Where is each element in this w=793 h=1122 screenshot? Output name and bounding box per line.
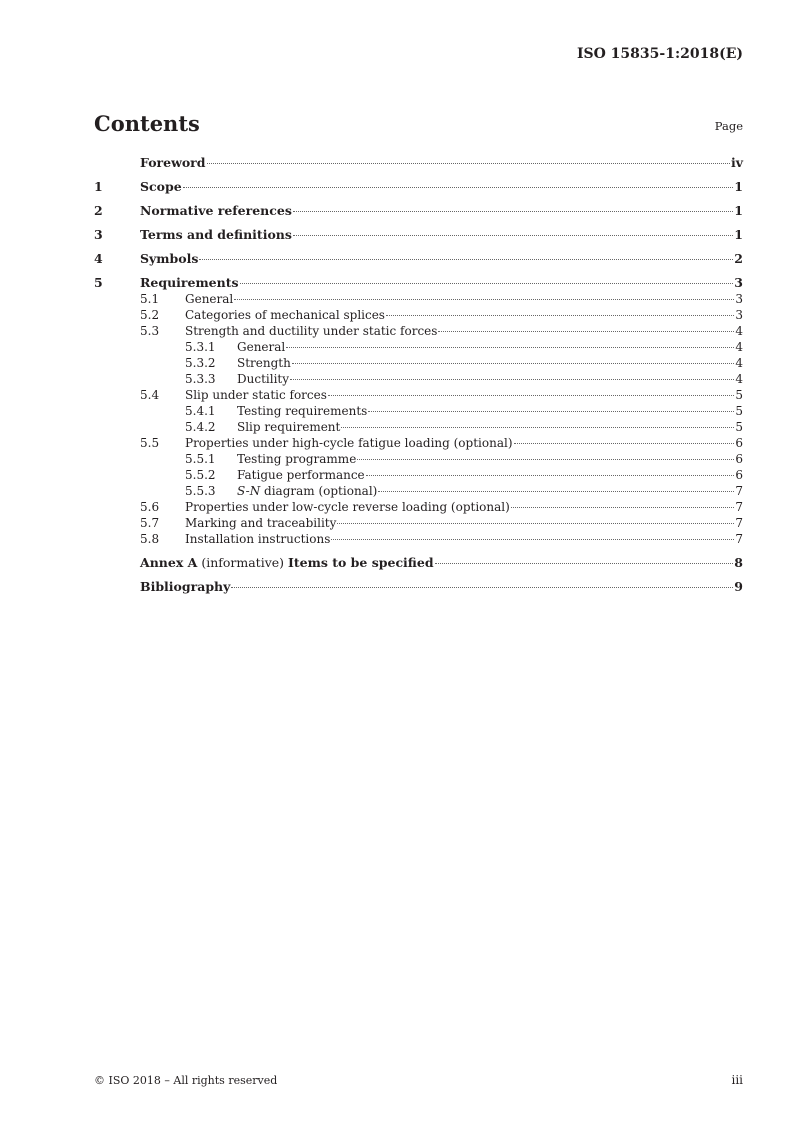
toc-entry-title-text: Foreword xyxy=(140,155,206,170)
dot-leader xyxy=(366,475,734,476)
dot-leader xyxy=(292,363,734,364)
toc-entry-title xyxy=(185,435,513,451)
toc-entry[interactable] xyxy=(94,251,743,267)
toc-entry-title-text: Slip requirement xyxy=(237,420,341,434)
toc-entry-page: 8 xyxy=(734,555,743,570)
toc-entry[interactable] xyxy=(94,275,743,291)
annex-type: (informative) xyxy=(197,555,289,570)
toc-entry-number: 5.2 xyxy=(140,308,160,322)
toc-entry-page: 1 xyxy=(734,227,743,242)
dot-leader xyxy=(368,411,734,412)
toc-entry-number: 5.4 xyxy=(140,388,160,402)
toc-entry-title xyxy=(185,307,385,323)
toc-entry-number: 5 xyxy=(94,275,103,290)
toc-entry-title-text: Testing requirements xyxy=(237,404,368,418)
toc-entry-page: 5 xyxy=(735,404,743,418)
dot-leader xyxy=(293,211,733,212)
toc-entry-title xyxy=(140,275,239,291)
dot-leader xyxy=(386,315,734,316)
toc-entry-number: 5.6 xyxy=(140,500,160,514)
toc-entry-number: 5.3.1 xyxy=(185,340,216,354)
toc-entry-title-text: Scope xyxy=(140,179,182,194)
page-number: iii xyxy=(731,1073,743,1087)
toc-entry-page: 3 xyxy=(734,275,743,290)
dot-leader xyxy=(438,331,734,332)
toc-entry-page: 2 xyxy=(734,251,743,266)
toc-entry-title-text: Terms and definitions xyxy=(140,227,292,242)
toc-entry-title xyxy=(237,419,340,435)
toc-entry-title xyxy=(185,291,233,307)
toc-entry-title-text: Items to be specified xyxy=(288,555,434,570)
toc-entry-title-text: Properties under high-cycle fatigue loading (optional) xyxy=(185,436,513,450)
dot-leader xyxy=(337,523,734,524)
toc-entry-page: 1 xyxy=(734,179,743,194)
toc-entry[interactable] xyxy=(94,227,743,243)
contents-heading: Contents xyxy=(94,111,200,136)
toc-entry-page: 4 xyxy=(735,372,743,386)
dot-leader xyxy=(341,427,734,428)
toc-entry-page: 7 xyxy=(735,484,743,498)
toc-entry-page: iv xyxy=(730,155,743,170)
toc-entry-title xyxy=(237,371,289,387)
toc-entry-title-text: Strength and ductility under static forces xyxy=(185,324,438,338)
toc-entry-page: 7 xyxy=(735,516,743,530)
dot-leader xyxy=(511,507,734,508)
toc-entry-page: 6 xyxy=(735,452,743,466)
dot-leader xyxy=(234,299,734,300)
toc-entry[interactable] xyxy=(94,451,743,467)
toc-entry-title-text: Properties under low-cycle reverse loading (optional) xyxy=(185,500,510,514)
toc-entry-title-text: Bibliography xyxy=(140,579,231,594)
toc-entry[interactable] xyxy=(94,515,743,531)
toc-entry[interactable] xyxy=(94,155,743,171)
toc-entry-number: 5.3.3 xyxy=(185,372,216,386)
toc-entry-title xyxy=(237,355,291,371)
toc-entry-page: 6 xyxy=(735,468,743,482)
toc-entry-title xyxy=(237,467,365,483)
toc-entry-title xyxy=(237,339,285,355)
toc-entry-title xyxy=(185,499,510,515)
toc-entry-page: 7 xyxy=(735,532,743,546)
toc-entry-title xyxy=(237,403,367,419)
toc-entry[interactable] xyxy=(94,203,743,219)
toc-entry-title-text: Slip under static forces xyxy=(185,388,327,402)
toc-entry[interactable] xyxy=(94,483,743,499)
toc-entry-title-text: Requirements xyxy=(140,275,239,290)
toc-entry-number: 5.3 xyxy=(140,324,160,338)
toc-entry-number: 5.8 xyxy=(140,532,160,546)
toc-entry-page: 4 xyxy=(735,324,743,338)
toc-entry-number: 5.5 xyxy=(140,436,160,450)
toc-entry-page: 3 xyxy=(735,308,743,322)
toc-entry-title xyxy=(140,579,230,595)
toc-entry-number: 4 xyxy=(94,251,103,266)
toc-entry-page: 5 xyxy=(735,388,743,402)
toc-entry[interactable] xyxy=(94,579,743,595)
dot-leader xyxy=(290,379,734,380)
toc-entry[interactable] xyxy=(94,323,743,339)
toc-entry-title xyxy=(140,179,182,195)
toc-entry-title-text: Normative references xyxy=(140,203,292,218)
toc-entry-title xyxy=(140,203,292,219)
toc-entry-title-text: Fatigue performance xyxy=(237,468,365,482)
dot-leader xyxy=(435,563,734,564)
toc-entry-number: 5.1 xyxy=(140,292,160,306)
toc-entry-page: 1 xyxy=(734,203,743,218)
toc-entry-title xyxy=(185,323,437,339)
dot-leader xyxy=(183,187,734,188)
toc-entry-title xyxy=(237,483,377,499)
dot-leader xyxy=(231,587,733,588)
toc-entry-title-italic: S-N xyxy=(237,484,261,498)
toc-entry-number: 1 xyxy=(94,179,103,194)
toc-entry-title xyxy=(140,227,292,243)
toc-entry-title-text: diagram (optional) xyxy=(260,484,378,498)
toc-entry-title xyxy=(140,555,434,571)
toc-entry-title-text: Marking and traceability xyxy=(185,516,337,530)
dot-leader xyxy=(514,443,734,444)
toc-entry-number: 5.4.1 xyxy=(185,404,216,418)
toc-entry-page: 6 xyxy=(735,436,743,450)
toc-entry[interactable] xyxy=(94,339,743,355)
toc-entry-title xyxy=(237,451,356,467)
toc-entry[interactable] xyxy=(94,291,743,307)
toc-entry[interactable] xyxy=(94,387,743,403)
toc-entry-title-text: Strength xyxy=(237,356,291,370)
dot-leader xyxy=(207,163,730,164)
toc-entry-title xyxy=(185,515,336,531)
document-id: ISO 15835-1:2018(E) xyxy=(576,46,743,62)
toc-entry[interactable] xyxy=(94,531,743,547)
toc-entry-page: 3 xyxy=(735,292,743,306)
toc-entry-title-text: Categories of mechanical splices xyxy=(185,308,385,322)
toc-entry-number: 5.5.2 xyxy=(185,468,216,482)
dot-leader xyxy=(331,539,734,540)
toc-entry[interactable] xyxy=(94,371,743,387)
copyright-notice: © ISO 2018 – All rights reserved xyxy=(94,1074,278,1087)
toc-entry-title-text: Installation instructions xyxy=(185,532,331,546)
annex-label: Annex A xyxy=(140,555,198,570)
toc-entry-title xyxy=(185,387,327,403)
toc-entry-page: 5 xyxy=(735,420,743,434)
toc-entry-number: 2 xyxy=(94,203,103,218)
toc-entry[interactable] xyxy=(94,403,743,419)
toc-entry[interactable] xyxy=(94,355,743,371)
toc-entry[interactable] xyxy=(94,499,743,515)
dot-leader xyxy=(357,459,734,460)
toc-entry-number: 5.7 xyxy=(140,516,160,530)
table-of-contents xyxy=(94,155,743,595)
toc-entry-title xyxy=(185,531,330,547)
toc-entry-number: 5.4.2 xyxy=(185,420,216,434)
toc-entry[interactable] xyxy=(94,435,743,451)
toc-entry-number: 5.3.2 xyxy=(185,356,216,370)
toc-entry-title-text: Symbols xyxy=(140,251,199,266)
toc-entry-page: 4 xyxy=(735,340,743,354)
dot-leader xyxy=(240,283,734,284)
toc-entry-page: 9 xyxy=(734,579,743,594)
toc-entry-page: 7 xyxy=(735,500,743,514)
toc-entry-title xyxy=(140,155,206,171)
dot-leader xyxy=(286,347,734,348)
toc-entry-title-text: Testing programme xyxy=(237,452,357,466)
toc-entry-title-text: General xyxy=(237,340,286,354)
toc-entry-number: 3 xyxy=(94,227,103,242)
dot-leader xyxy=(328,395,734,396)
toc-entry-title-text: General xyxy=(185,292,234,306)
dot-leader xyxy=(378,491,734,492)
toc-entry-number: 5.5.1 xyxy=(185,452,216,466)
toc-entry-title-text: Ductility xyxy=(237,372,290,386)
toc-entry-page: 4 xyxy=(735,356,743,370)
dot-leader xyxy=(293,235,733,236)
dot-leader xyxy=(199,259,733,260)
toc-entry[interactable] xyxy=(94,419,743,435)
toc-entry-number: 5.5.3 xyxy=(185,484,216,498)
toc-entry[interactable] xyxy=(94,467,743,483)
toc-entry-title xyxy=(140,251,198,267)
page-column-label: Page xyxy=(714,119,743,133)
toc-entry[interactable] xyxy=(94,307,743,323)
toc-entry[interactable] xyxy=(94,555,743,571)
toc-entry[interactable] xyxy=(94,179,743,195)
